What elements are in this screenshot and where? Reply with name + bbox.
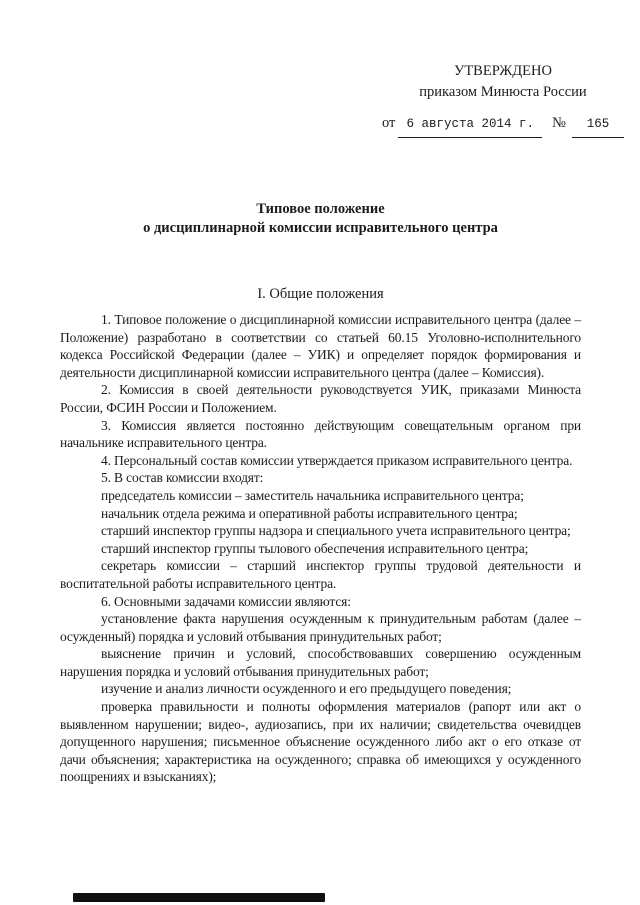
paragraph-3: 3. Комиссия является постоянно действующим совещательным органом при начальнике исправительного центра. [60, 417, 581, 451]
paragraph-5-item-inspector-logistics: старший инспектор группы тылового обеспечения исправительного центра; [101, 540, 529, 556]
paragraph-6-item-materials-check: проверка правильности и полноты оформления материалов (рапорт или акт о выявленном нарушении; видео-, аудиозапись, при их наличии; свидетельства очевидцев допущенного нарушения; письменное объяснение осужденного либо акт о его отказе от дачи объяснения; характеристика на осужденного; справка об имеющихся у осужденного поощрениях и взысканиях); [60, 699, 581, 785]
paragraph-6-item-establishing-fact: установление факта нарушения осужденным к принудительным работам (далее – осужденный) порядка и условий отбывания принудительных работ; [60, 611, 581, 644]
paragraph-5-item-secretary: секретарь комиссии – старший инспектор группы трудовой деятельности и воспитательной работы исправительного центра. [60, 558, 581, 591]
paragraph-4: 4. Персональный состав комиссии утверждается приказом исправительного центра. [101, 452, 573, 468]
paragraph-5-item-inspector-supervision: старший инспектор группы надзора и специального учета исправительного центра; [101, 523, 571, 539]
approval-block [382, 61, 624, 138]
document-title-line2: о дисциплинарной комиссии исправительного центра [143, 220, 498, 236]
paragraph-1: 1. Типовое положение о дисциплинарной комиссии исправительного центра (далее – Положение) разработано в соответствии со статьей 60.15 Уголовно-исполнительного кодекса Российской Федерации (далее – УИК) и определяет порядок формирования и деятельности дисциплинарной комиссии исправительного центра (далее – Комиссия). [60, 312, 581, 380]
scan-artifact-bar [73, 893, 325, 902]
approval-date-value: 6 августа 2014 г. [398, 114, 542, 138]
document-title-line1: Типовое положение [256, 201, 385, 217]
approval-label: УТВЕРЖДЕНО [454, 63, 552, 79]
number-sign: № [552, 115, 566, 131]
document-title [60, 200, 581, 238]
section-heading: I. Общие положения [257, 286, 384, 302]
paragraph-5-item-head-of-regime: начальник отдела режима и оперативной работы исправительного центра; [101, 505, 518, 521]
paragraph-6-item-clarifying-causes: выяснение причин и условий, способствовавших совершению осужденным нарушения порядка и условий отбывания принудительных работ; [60, 646, 581, 679]
from-label: от [382, 115, 396, 131]
document-body [60, 311, 581, 786]
approval-number-value: 165 [572, 114, 624, 138]
paragraph-5-item-chairman: председатель комиссии – заместитель начальника исправительного центра; [101, 487, 524, 503]
approval-date-line [382, 113, 624, 138]
paragraph-5: 5. В состав комиссии входят: [101, 470, 264, 486]
approval-by-line: приказом Минюста России [419, 84, 587, 100]
paragraph-6-item-personality-analysis: изучение и анализ личности осужденного и его предыдущего поведения; [101, 681, 512, 697]
paragraph-2: 2. Комиссия в своей деятельности руководствуется УИК, приказами Минюста России, ФСИН России и Положением. [60, 382, 581, 415]
paragraph-6: 6. Основными задачами комиссии являются: [101, 593, 351, 609]
